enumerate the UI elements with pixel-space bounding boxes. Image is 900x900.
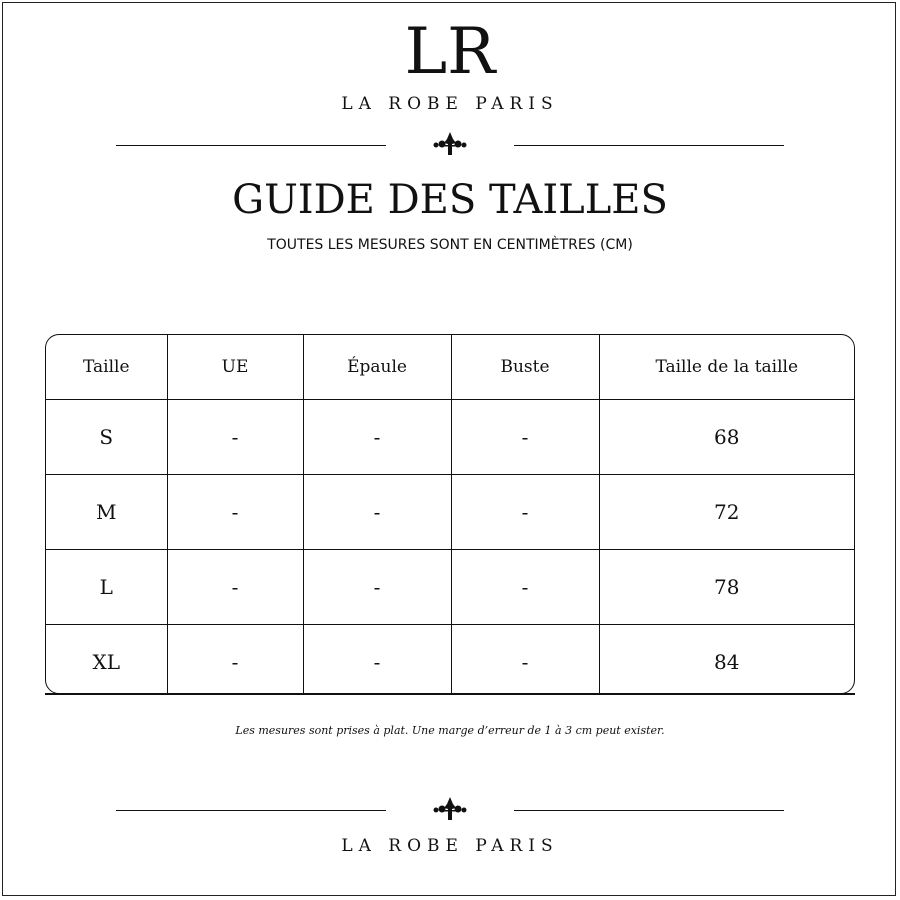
- cell-waist: 72: [599, 475, 854, 550]
- cell-size: M: [46, 475, 167, 550]
- cell-eu: -: [167, 550, 303, 625]
- cell-waist: 78: [599, 550, 854, 625]
- column-header-size: Taille: [46, 335, 167, 400]
- brand-name: LA ROBE PARIS: [341, 94, 559, 114]
- table-row: [46, 550, 854, 625]
- page-title: GUIDE DES TAILLES: [232, 177, 668, 223]
- header-divider: [116, 130, 784, 160]
- cell-eu: -: [167, 475, 303, 550]
- cell-size: S: [46, 400, 167, 475]
- fleur-de-lis-icon: [430, 795, 470, 825]
- cell-eu: -: [167, 625, 303, 695]
- divider-line-right: [514, 810, 784, 811]
- column-header-shoulder: Épaule: [303, 335, 451, 400]
- cell-bust: -: [451, 475, 599, 550]
- page-subtitle: TOUTES LES MESURES SONT EN CENTIMÈTRES (CM): [267, 237, 633, 253]
- cell-size: XL: [46, 625, 167, 695]
- cell-shoulder: -: [303, 550, 451, 625]
- table-baseline: [45, 693, 855, 695]
- column-header-waist: Taille de la taille: [599, 335, 854, 400]
- footer-brand-name: LA ROBE PARIS: [341, 836, 559, 856]
- cell-bust: -: [451, 400, 599, 475]
- measurement-note: Les mesures sont prises à plat. Une marge d’erreur de 1 à 3 cm peut exister.: [235, 724, 665, 737]
- divider-line-left: [116, 145, 386, 146]
- cell-shoulder: -: [303, 625, 451, 695]
- cell-size: L: [46, 550, 167, 625]
- size-table: [45, 334, 855, 694]
- table-row: [46, 475, 854, 550]
- divider-line-right: [514, 145, 784, 146]
- cell-waist: 84: [599, 625, 854, 695]
- fleur-de-lis-icon: [430, 130, 470, 160]
- logo-monogram: LR: [404, 15, 496, 89]
- footer-divider: [116, 795, 784, 825]
- cell-eu: -: [167, 400, 303, 475]
- table-row: [46, 625, 854, 695]
- table-header-row: [46, 335, 854, 400]
- column-header-eu: UE: [167, 335, 303, 400]
- divider-line-left: [116, 810, 386, 811]
- cell-bust: -: [451, 625, 599, 695]
- cell-waist: 68: [599, 400, 854, 475]
- cell-shoulder: -: [303, 400, 451, 475]
- cell-shoulder: -: [303, 475, 451, 550]
- cell-bust: -: [451, 550, 599, 625]
- size-table-grid: [46, 335, 854, 694]
- column-header-bust: Buste: [451, 335, 599, 400]
- table-row: [46, 400, 854, 475]
